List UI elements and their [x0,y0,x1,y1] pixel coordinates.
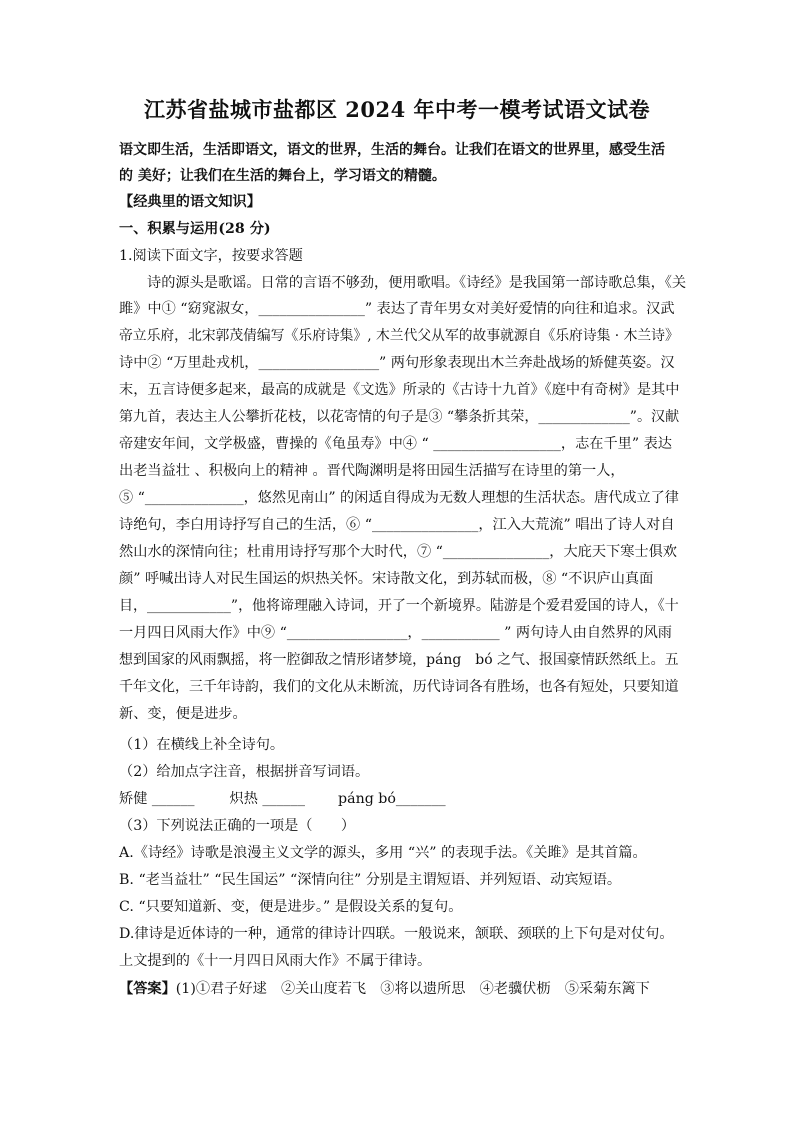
passage-line: 第九首，表达主人公攀折花枝，以花寄情的句子是③ “攀条折其荣，_____________”。汉献 [119,409,680,425]
answer-text: (1)①君子好逑 ②关山度若飞 ③将以遗所思 ④老骥伏枥 ⑤采菊东篱下 [175,981,650,997]
passage-line: 想到国家的风雨飘摇，将一腔御敌之情形诸梦境，páng bó 之气、报国豪情跃然纸上。五 [119,652,679,668]
option-d-continued: 上文提到的《十一月四日风雨大作》不属于律诗。 [119,953,432,969]
page-title: 江苏省盐城市盐都区 2024 年中考一模考试语文试卷 [143,97,651,122]
passage-line: 新、变，便是进步。 [119,706,247,722]
intro-line-1: 语文即生活，生活即语文，语文的世界，生活的舞台。让我们在语文的世界里，感受生活 [119,142,665,158]
pinyin-item-chire: 炽热 ______ [229,791,305,807]
question-three: （3）下列说法正确的一项是（ ） [119,818,356,834]
intro-line-2: 的 美好；让我们在生活的舞台上，学习语文的精髓。 [119,168,446,184]
answer-line [119,979,679,999]
sub-question-1: （1）在横线上补全诗句。 [119,737,285,753]
passage-line: 千年文化，三千年诗韵，我们的文化从未断流，历代诗词各有胜场，也各有短处，只要知道 [119,679,679,695]
option-d: D.律诗是近体诗的一种，通常的律诗计四联。一般说来，颔联、颈联的上下句是对仗句。 [119,926,674,942]
passage-line: 帝立乐府，北宋郭茂倩编写《乐府诗集》, 木兰代父从军的故事就源自《乐府诗集 · 木兰诗》 [119,328,679,344]
passage-line: ⑤ “______________，悠然见南山” 的闲适自得成为无数人理想的生活状态。唐代成立了律 [119,490,679,506]
part-one-heading: 一、积累与运用(28 分) [119,221,271,237]
option-a: A.《诗经》诗歌是浪漫主义文学的源头，多用 “兴” 的表现手法。《关雎》是其首篇。 [119,845,647,861]
pinyin-item-jiaojian: 矫健 ______ [119,791,195,807]
passage-line: 出老当益壮 、积极向上的精神 。晋代陶渊明是将田园生活描写在诗里的第一人， [119,463,625,479]
passage-line: 目，____________”，他将谛理融入诗词，开了一个新境界。陆游是个爱君爱国的诗人，《十 [119,598,679,614]
passage-line: 然山水的深情向往；杜甫用诗抒写那个大时代，⑦ “_______________，大庇天下寒士俱欢 [119,544,677,560]
option-c: C. “只要知道新、变，便是进步。” 是假设关系的复句。 [119,899,463,915]
section-header: 【经典里的语文知识】 [119,194,261,210]
passage-line: 雎》中① “窈窕淑女，_______________” 表达了青年男女对美好爱情的向往和追求。汉武 [119,301,675,317]
answer-label: 【答案】 [119,981,176,997]
passage-line: 诗中② “万里赴戎机，_________________” 两句形象表现出木兰奔赴战场的矫健英姿。汉 [119,355,675,371]
passage-line: 颜” 呼喊出诗人对民生国运的炽热关怀。宋诗散文化，到苏轼而极，⑧ “不识庐山真面 [119,571,654,587]
passage-line: 诗的源头是歌谣。日常的言语不够劲，便用歌唱。《诗经》是我国第一部诗歌总集，《关 [147,275,687,291]
passage-line: 一月四日风雨大作》中⑨ “_________________，___________ ” 两句诗人由自然界的风雨 [119,625,672,641]
passage-line: 诗绝句，李白用诗抒写自己的生活，⑥ “_______________，江入大荒流” 唱出了诗人对自 [119,517,675,533]
option-b: B. “老当益壮” “民生国运” “深情向往” 分别是主谓短语、并列短语、动宾短语。 [119,872,622,888]
pinyin-item-pangbo: páng bó_______ [338,791,446,807]
pinyin-row [119,789,679,809]
sub-question-2: （2）给加点字注音，根据拼音写词语。 [119,764,370,780]
passage-line: 帝建安年间，文学极盛，曹操的《龟虽寿》中④ “ __________________，志在千里” 表达 [119,436,672,452]
passage-line: 末，五言诗便多起来，最高的成就是《文选》所录的《古诗十九首》《庭中有奇树》是其中 [119,382,680,398]
question-one-heading: 1.阅读下面文字，按要求答题 [119,248,303,264]
